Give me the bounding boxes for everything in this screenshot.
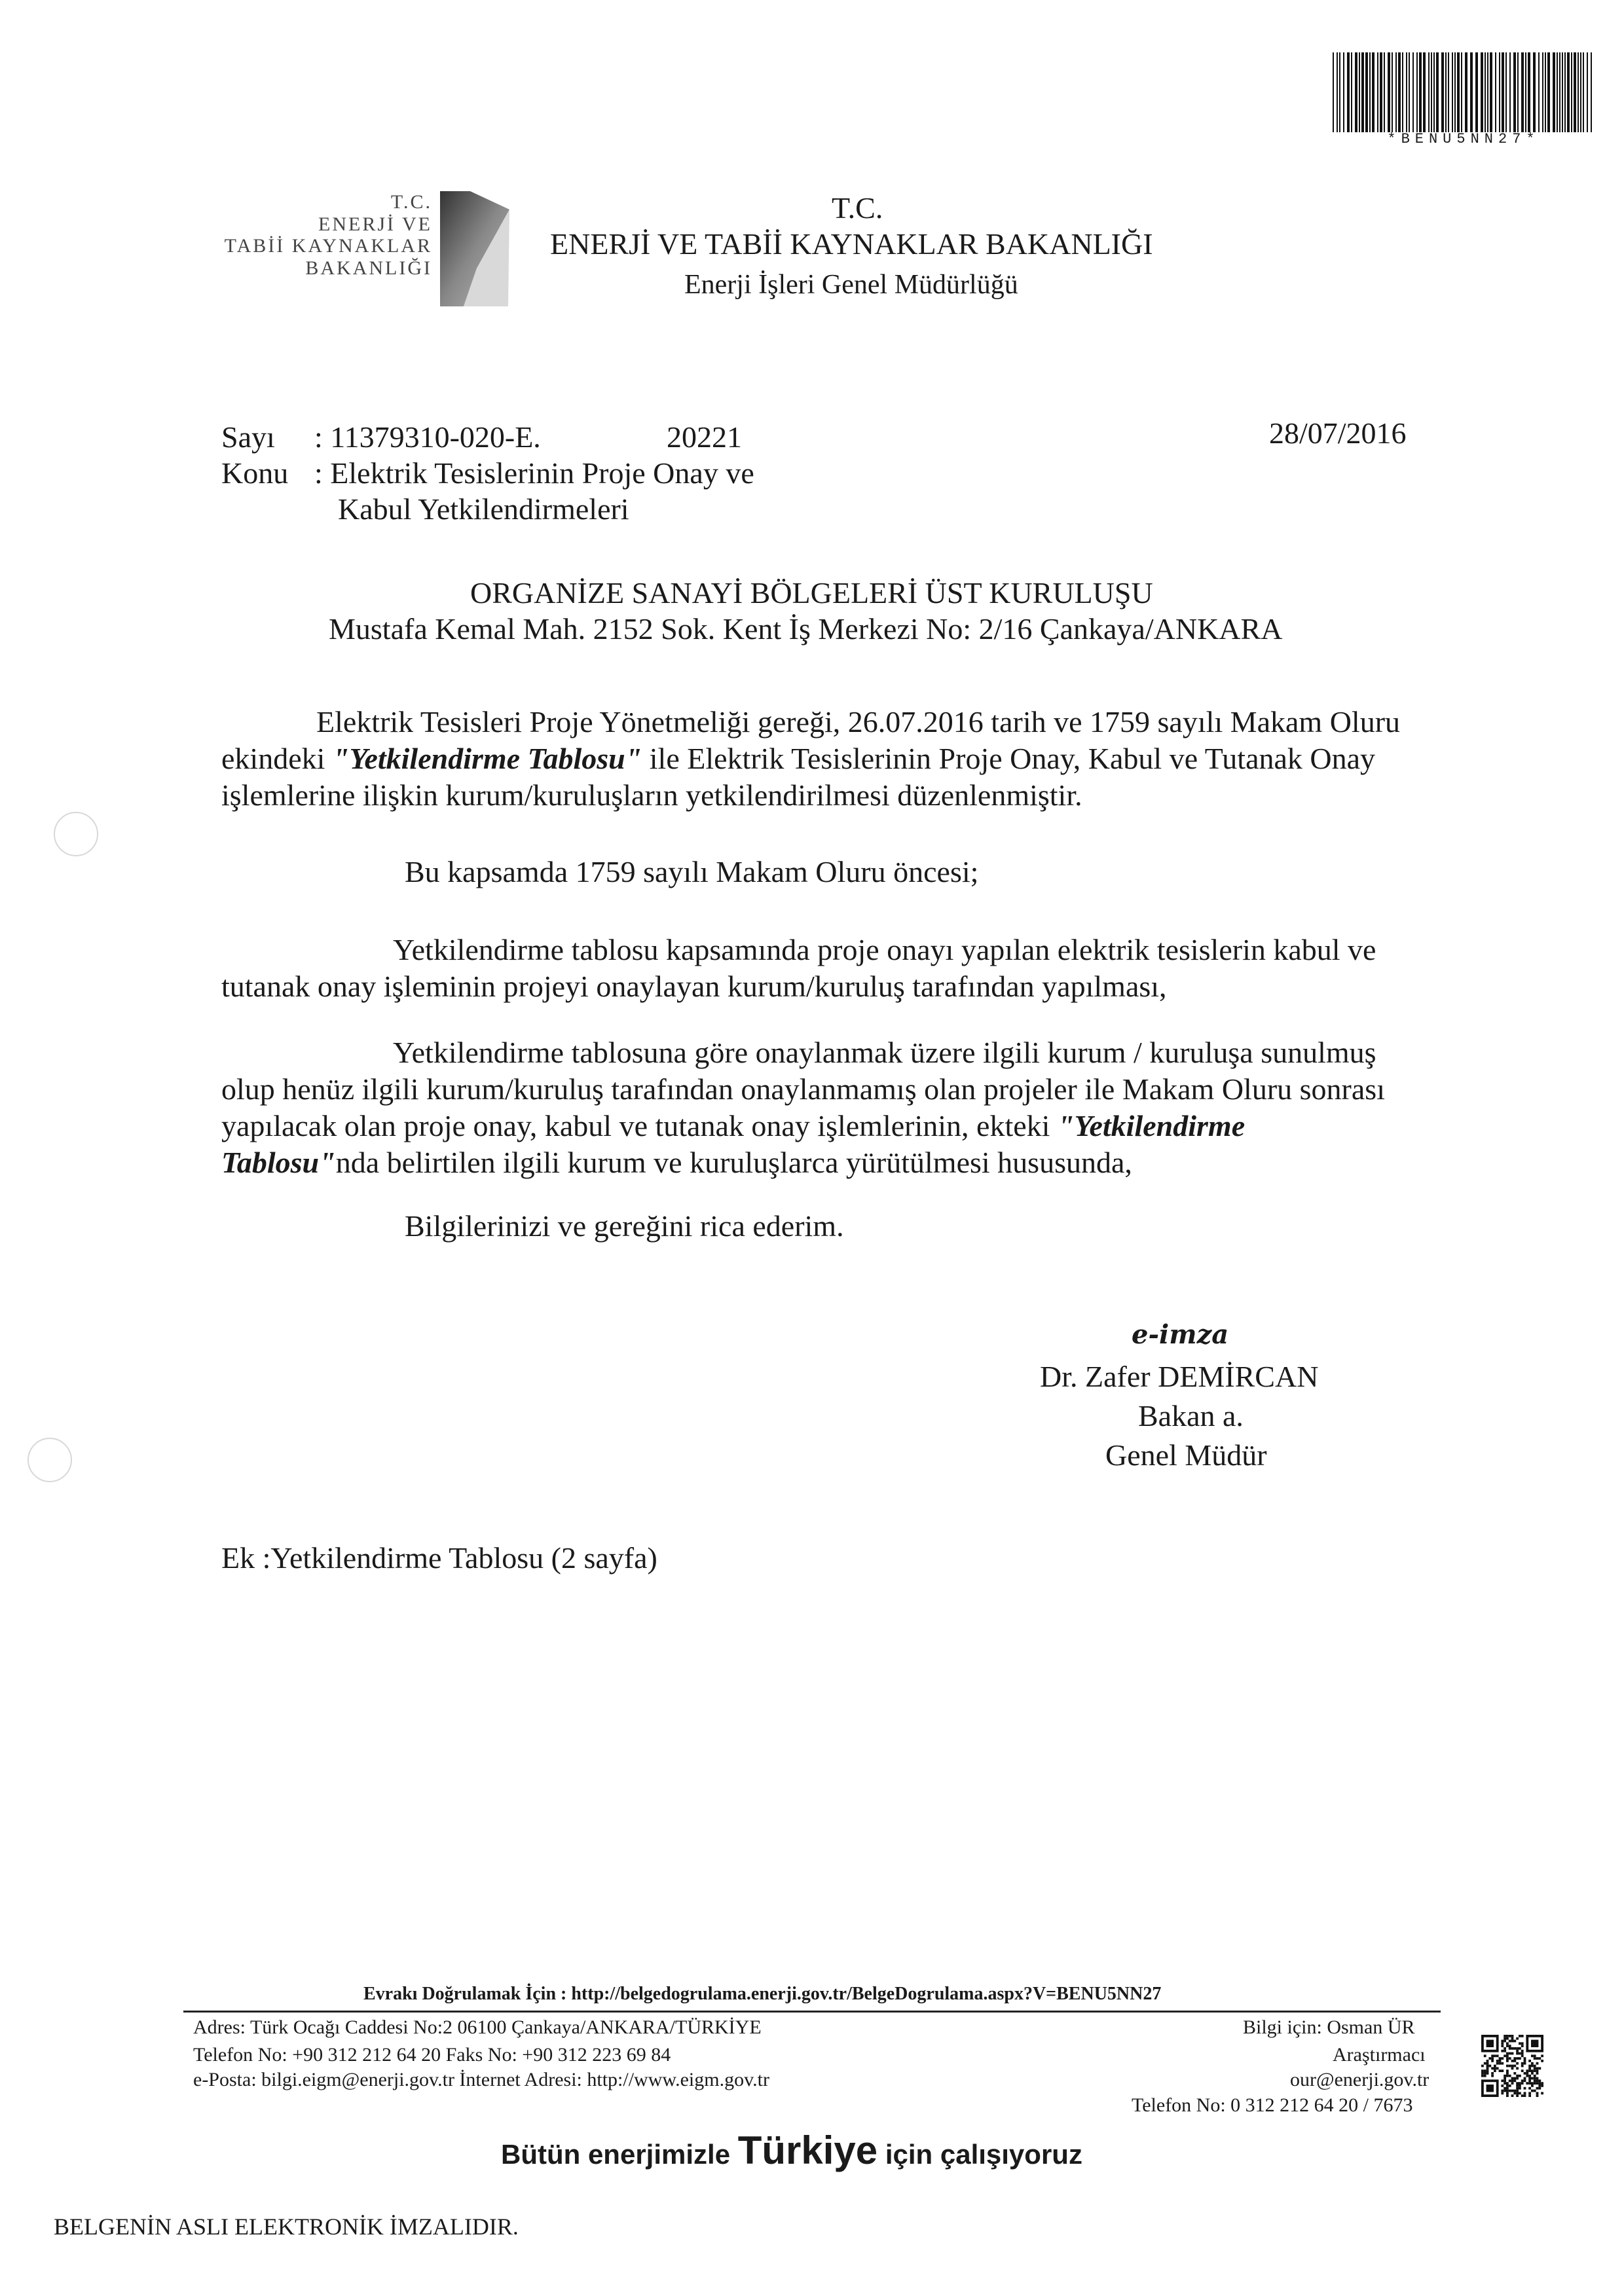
konu-label: Konu	[221, 456, 289, 490]
punch-hole-bottom	[28, 1438, 72, 1482]
electronic-signature-note: BELGENİN ASLI ELEKTRONİK İMZALIDIR.	[54, 2214, 519, 2240]
footer-divider	[183, 2011, 1441, 2013]
slogan-turkiye: Türkiye	[737, 2128, 878, 2172]
sayi-value: : 11379310-020-E.	[314, 420, 541, 454]
slogan-part-1: Bütün enerjimizle	[501, 2139, 738, 2170]
header-tc: T.C.	[832, 191, 883, 225]
body-paragraph-3	[221, 932, 1439, 1005]
body-paragraph-5: Bilgilerinizi ve gereğini rica ederim.	[405, 1209, 844, 1243]
p4-line-4-b: nda belirtilen ilgili kurum ve kuruluşlarca yürütülmesi hususunda,	[335, 1146, 1132, 1179]
footer-phone-fax: Telefon No: +90 312 212 64 20 Faks No: +90 312 223 69 84	[193, 2044, 671, 2066]
p4-line-2: olup henüz ilgili kurum/kuruluş tarafından onaylanmamış olan projeler ile Makam Oluru sonrası	[221, 1072, 1385, 1106]
p4-line-4	[221, 1144, 1439, 1181]
logo-line-1: T.C.	[390, 191, 432, 213]
footer-email-web: e-Posta: bilgi.eigm@enerji.gov.tr İnternet Adresi: http://www.eigm.gov.tr	[193, 2069, 769, 2090]
p3-line-2: tutanak onay işleminin projeyi onaylayan kurum/kuruluş tarafından yapılması,	[221, 970, 1167, 1003]
p1-line-1: Elektrik Tesisleri Proje Yönetmeliği gereği, 26.07.2016 tarih ve 1759 sayılı Makam Oluru	[316, 705, 1401, 738]
signatory-name: Dr. Zafer DEMİRCAN	[1040, 1360, 1319, 1393]
slogan-part-3: için çalışıyoruz	[877, 2139, 1082, 2170]
logo-line-3: TABİİ KAYNAKLAR	[224, 235, 432, 257]
recipient-name: ORGANİZE SANAYİ BÖLGELERİ ÜST KURULUŞU	[470, 576, 1153, 610]
barcode-code: *BENU5NN27*	[1387, 131, 1540, 147]
body-paragraph-4	[221, 1034, 1439, 1181]
p1-line-2-a: ekindeki	[221, 742, 333, 775]
punch-hole-top	[54, 812, 98, 856]
ministry-logo-text	[196, 191, 432, 279]
signatory-title-1: Bakan a.	[1138, 1399, 1244, 1432]
document-date: 28/07/2016	[1269, 416, 1407, 450]
slogan	[501, 2128, 1082, 2173]
e-signature-mark: e-imza	[1132, 1319, 1229, 1350]
body-paragraph-2: Bu kapsamda 1759 sayılı Makam Oluru öncesi;	[405, 855, 979, 888]
p4-line-1: Yetkilendirme tablosuna göre onaylanmak üzere ilgili kurum / kuruluşa sunulmuş	[393, 1036, 1376, 1069]
footer-contact-email: our@enerji.gov.tr	[1290, 2069, 1430, 2090]
document-barcode	[1333, 52, 1595, 132]
konu-value-line-1: : Elektrik Tesislerinin Proje Onay ve	[314, 456, 754, 490]
footer-address: Adres: Türk Ocağı Caddesi No:2 06100 Çankaya/ANKARA/TÜRKİYE	[193, 2016, 762, 2038]
footer-contact-role: Araştırmacı	[1333, 2044, 1426, 2066]
p1-line-2	[221, 740, 1439, 777]
p1-line-3: işlemlerine ilişkin kurum/kuruluşların yetkilendirilmesi düzenlenmiştir.	[221, 778, 1082, 812]
p4-line-3-a: yapılacak olan proje onay, kabul ve tutanak onay işlemlerinin, ekteki	[221, 1109, 1058, 1142]
footer-info-contact: Bilgi için: Osman ÜR	[1243, 2016, 1415, 2038]
signatory-title-2: Genel Müdür	[1105, 1438, 1267, 1472]
logo-line-2: ENERJİ VE	[318, 213, 432, 235]
p4-line-3	[221, 1108, 1439, 1144]
p1-line-2-c: ile Elektrik Tesislerinin Proje Onay, Kabul ve Tutanak Onay	[642, 742, 1376, 775]
table-reference-2: "Yetkilendirme	[1057, 1109, 1246, 1142]
p3-line-1: Yetkilendirme tablosu kapsamında proje onayı yapılan elektrik tesislerin kabul ve	[393, 933, 1376, 966]
recipient-address: Mustafa Kemal Mah. 2152 Sok. Kent İş Merkezi No: 2/16 Çankaya/ANKARA	[329, 612, 1283, 646]
annex-note: Ek :Yetkilendirme Tablosu (2 sayfa)	[221, 1541, 657, 1575]
header-unit: Enerji İşleri Genel Müdürlüğü	[684, 270, 1018, 300]
logo-line-4: BAKANLIĞI	[305, 257, 432, 279]
body-paragraph-1	[221, 704, 1439, 814]
footer-contact-phone: Telefon No: 0 312 212 64 20 / 7673	[1132, 2094, 1413, 2116]
verification-link[interactable]: Evrakı Doğrulamak İçin : http://belgedogrulama.enerji.gov.tr/BelgeDogrulama.aspx?V=BENU5NN27	[363, 1984, 1162, 2004]
header-ministry: ENERJİ VE TABİİ KAYNAKLAR BAKANLIĞI	[550, 227, 1153, 261]
table-reference-3: Tablosu"	[221, 1146, 336, 1179]
konu-value-line-2: Kabul Yetkilendirmeleri	[338, 492, 629, 526]
qr-code-icon	[1481, 2035, 1543, 2097]
ministry-logo-icon	[437, 190, 511, 309]
table-reference: "Yetkilendirme Tablosu"	[332, 742, 642, 775]
sayi-number: 20221	[667, 420, 742, 454]
sayi-label: Sayı	[221, 420, 275, 454]
